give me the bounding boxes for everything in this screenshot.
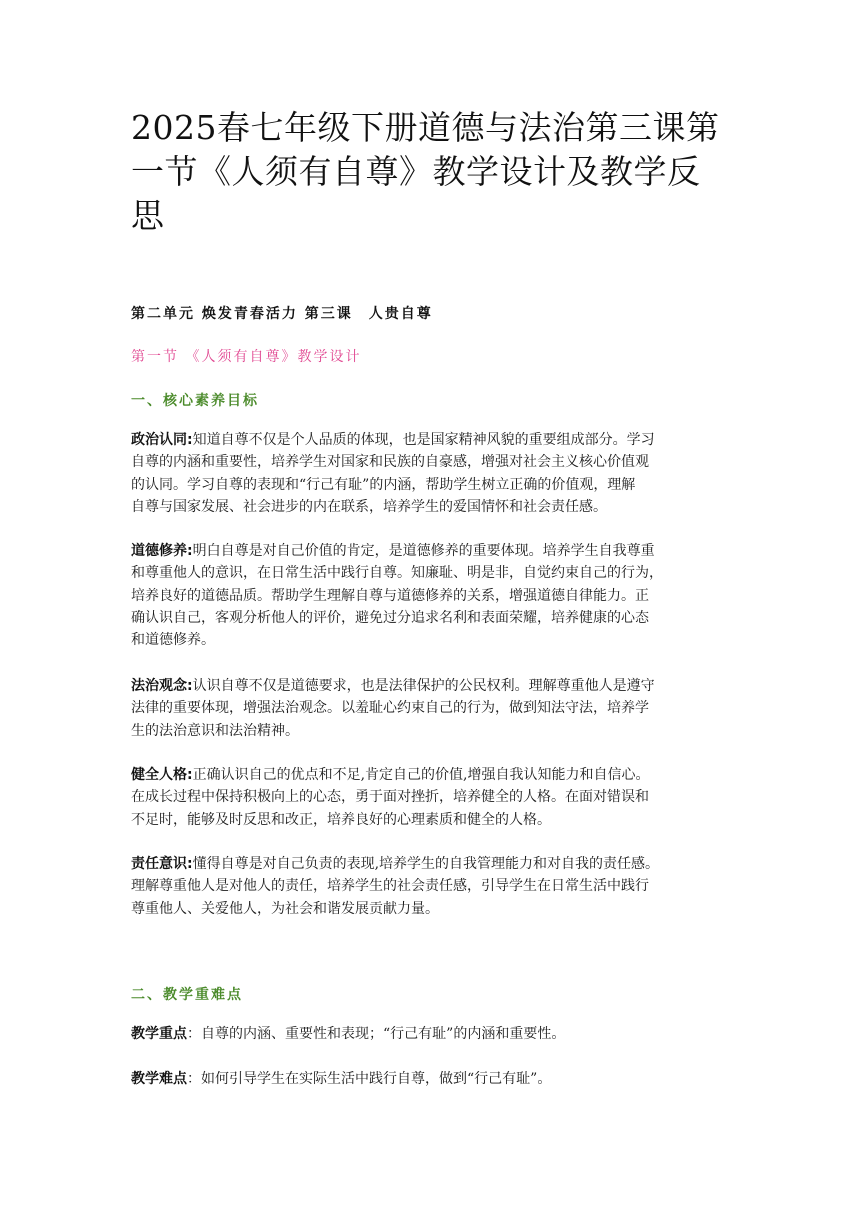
goal-line: 理解尊重他人是对他人的责任，培养学生的社会责任感，引导学生在日常生活中践行 xyxy=(131,878,649,895)
difficult-point-label: 教学难点 xyxy=(131,1071,187,1087)
title-line-3: 思 xyxy=(131,196,165,235)
document-title xyxy=(131,106,741,238)
goal-label: 健全人格: xyxy=(131,767,193,783)
heading-key-difficult-points: 二、教学重难点 xyxy=(131,987,243,1003)
goal-label: 责任意识: xyxy=(131,856,193,872)
goal-text: 正确认识自己的优点和不足,肯定自己的价值,增强自我认知能力和自信心。 xyxy=(192,767,650,783)
goal-line xyxy=(131,429,743,451)
key-point-text: ：自尊的内涵、重要性和表现；“行己有耻”的内涵和重要性。 xyxy=(187,1026,566,1042)
goal-political-identity xyxy=(131,429,743,518)
heading-core-goals: 一、核心素养目标 xyxy=(131,393,259,409)
goal-line: 在成长过程中保持积极向上的心态，勇于面对挫折，培养健全的人格。在面对错误和 xyxy=(131,789,649,806)
goal-line: 的认同。学习自尊的表现和“行己有耻”的内涵，帮助学生树立正确的价值观，理解 xyxy=(131,476,636,493)
goal-text: 知道自尊不仅是个人品质的体现，也是国家精神风貌的重要组成部分。学习 xyxy=(192,432,655,448)
difficult-point-text: ：如何引导学生在实际生活中践行自尊，做到“行己有耻”。 xyxy=(187,1071,552,1087)
goal-line xyxy=(131,540,743,562)
goal-line: 和尊重他人的意识，在日常生活中践行自尊。知廉耻、明是非，自觉约束自己的行为， xyxy=(131,565,663,582)
goal-label: 法治观念: xyxy=(131,678,193,694)
goal-line: 确认识自己，客观分析他人的评价，避免过分追求名利和表面荣耀，培养健康的心态 xyxy=(131,609,649,626)
key-point-line xyxy=(131,1023,743,1045)
goal-line: 自尊与国家发展、社会进步的内在联系，培养学生的爱国情怀和社会责任感。 xyxy=(131,498,607,515)
goal-line: 法律的重要体现，增强法治观念。以羞耻心约束自己的行为，做到知法守法，培养学 xyxy=(131,700,649,717)
difficult-point-line xyxy=(131,1068,743,1090)
title-line-2: 一节《人须有自尊》教学设计及教学反 xyxy=(131,152,701,191)
goal-moral-cultivation xyxy=(131,540,743,651)
goal-line xyxy=(131,853,743,875)
goal-line: 不足时，能够及时反思和改正，培养良好的心理素质和健全的人格。 xyxy=(131,811,551,828)
goal-line: 自尊的内涵和重要性，培养学生对国家和民族的自豪感，增强对社会主义核心价值观 xyxy=(131,454,649,471)
goal-line: 生的法治意识和法治精神。 xyxy=(131,722,299,739)
goal-line: 培养良好的道德品质。帮助学生理解自尊与道德修养的关系，增强道德自律能力。正 xyxy=(131,587,649,604)
title-line-1: 2025春七年级下册道德与法治第三课第 xyxy=(131,108,720,147)
key-point-label: 教学重点 xyxy=(131,1026,187,1042)
goal-text: 懂得自尊是对自己负责的表现,培养学生的自我管理能力和对自我的责任感。 xyxy=(192,856,660,872)
section-title: 第一节 《人须有自尊》教学设计 xyxy=(131,349,362,365)
goal-line xyxy=(131,675,743,697)
goal-label: 政治认同: xyxy=(131,432,193,448)
goal-line: 尊重他人、关爱他人，为社会和谐发展贡献力量。 xyxy=(131,900,439,917)
unit-line: 第二单元 焕发青春活力 第三课 人贵自尊 xyxy=(131,306,433,322)
goal-line: 和道德修养。 xyxy=(131,632,215,649)
goal-rule-of-law xyxy=(131,675,743,742)
goal-label: 道德修养: xyxy=(131,543,193,559)
goal-line xyxy=(131,764,743,786)
goal-text: 认识自尊不仅是道德要求，也是法律保护的公民权利。理解尊重他人是遵守 xyxy=(192,678,655,694)
goal-responsibility xyxy=(131,853,743,920)
goal-text: 明白自尊是对自己价值的肯定，是道德修养的重要体现。培养学生自我尊重 xyxy=(192,543,655,559)
key-point xyxy=(131,1023,743,1045)
goal-sound-personality xyxy=(131,764,743,831)
difficult-point xyxy=(131,1068,743,1090)
